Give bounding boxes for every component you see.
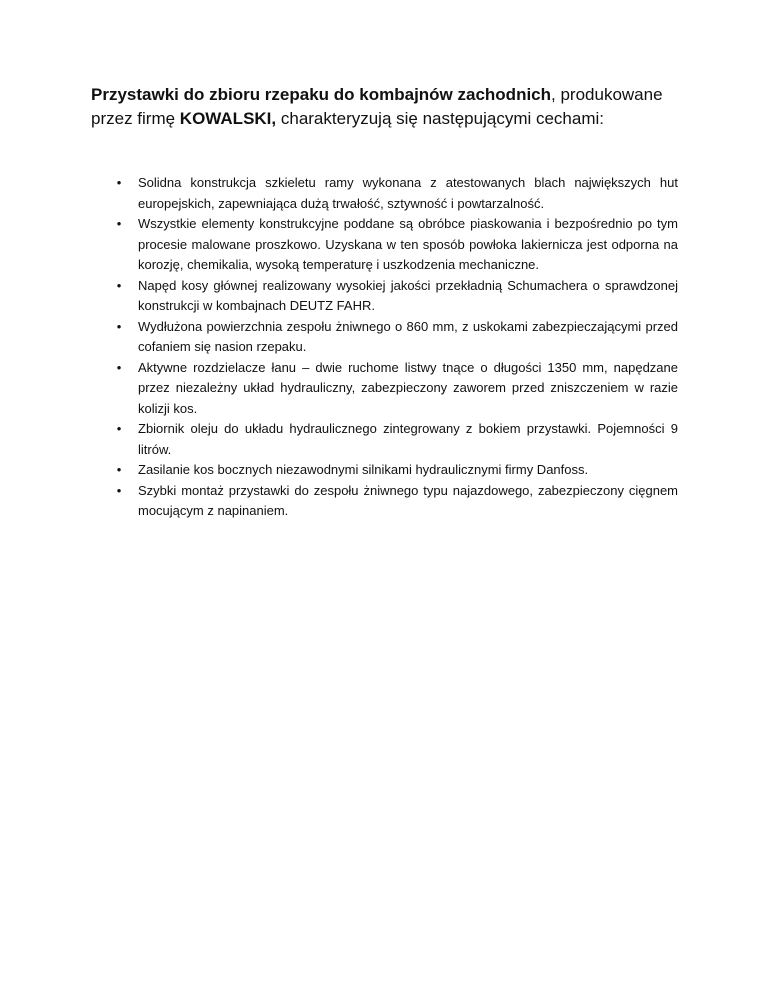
list-item [116, 317, 678, 358]
list-item [116, 419, 678, 460]
bullet-icon: • [116, 462, 122, 477]
list-item-text: Zasilanie kos bocznych niezawodnymi silnikami hydraulicznymi firmy Danfoss. [138, 462, 589, 477]
list-item [116, 460, 678, 481]
bullet-icon: • [116, 216, 122, 231]
list-item-text: Zbiornik oleju do układu hydraulicznego zintegrowany z bokiem przystawki. Pojemności 9 litrów. [138, 421, 678, 457]
list-item-text: Wszystkie elementy konstrukcyjne poddane są obróbce piaskowania i bezpośrednio po tym procesie malowane proszkowo. Uzyskana w ten sposób powłoka lakiernicza jest odporna na korozję, chemikalia, wysoką temperaturę i uszkodzenia mechaniczne. [138, 216, 678, 272]
bullet-icon: • [116, 421, 122, 436]
list-item-text: Solidna konstrukcja szkieletu ramy wykonana z atestowanych blach największych hut europejskich, zapewniająca dużą trwałość, sztywność i powtarzalność. [138, 175, 678, 211]
list-item [116, 214, 678, 276]
list-item-text: Aktywne rozdzielacze łanu – dwie ruchome listwy tnące o długości 1350 mm, napędzane przez niezależny układ hydrauliczny, zabezpieczony zaworem przed zniszczeniem w razie kolizji kos. [138, 359, 678, 416]
bullet-icon: • [116, 318, 122, 334]
intro-text-end: charakteryzują się następującymi cechami: [276, 109, 605, 128]
intro-paragraph [91, 83, 691, 131]
company-name: KOWALSKI, [179, 109, 277, 128]
intro-text: , produkowane przez firmę [91, 85, 663, 128]
bullet-icon: • [116, 277, 122, 293]
bullet-icon: • [116, 359, 122, 375]
list-item [116, 481, 678, 522]
features-list [116, 173, 678, 522]
bullet-icon: • [116, 175, 122, 190]
list-item [116, 358, 678, 420]
list-item [116, 276, 678, 317]
list-item-text: Szybki montaż przystawki do zespołu żniwnego typu najazdowego, zabezpieczony cięgnem mocującym z napinaniem. [138, 482, 678, 518]
bullet-icon: • [116, 482, 122, 498]
list-item-text: Wydłużona powierzchnia zespołu żniwnego o 860 mm, z uskokami zabezpieczającymi przed cofaniem się nasion rzepaku. [138, 318, 678, 354]
list-item-text: Napęd kosy głównej realizowany wysokiej jakości przekładnią Schumachera o sprawdzonej konstrukcji w kombajnach DEUTZ FAHR. [138, 277, 678, 313]
intro-title-bold: Przystawki do zbioru rzepaku do kombajnów zachodnich [91, 85, 552, 104]
list-item [116, 173, 678, 214]
